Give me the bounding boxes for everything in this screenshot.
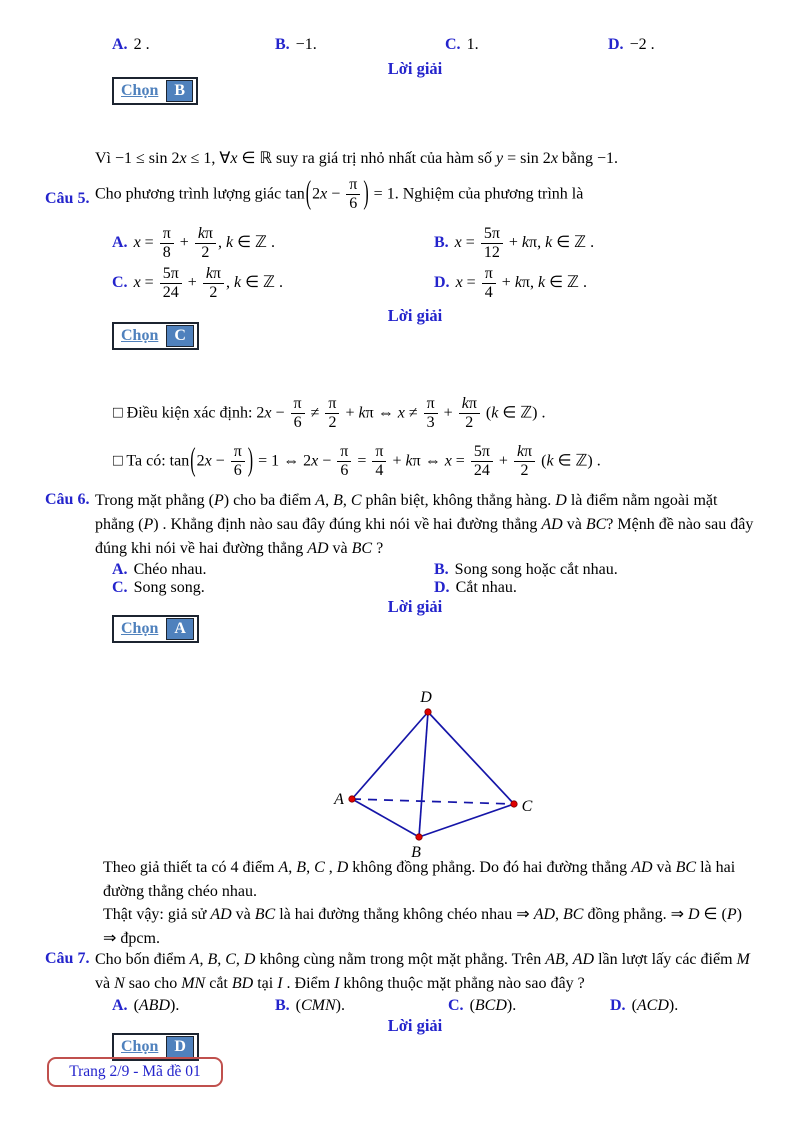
option-a-text: x = $\frac{\pi}{8}$ + $\frac{k\pi}{2}$ , k ∈ ℤ . bbox=[133, 225, 275, 262]
option-d-text: (ACD). bbox=[631, 997, 679, 1014]
question-5-options-row-2 bbox=[0, 266, 794, 306]
option-b bbox=[434, 226, 594, 262]
option-a-letter: A. bbox=[112, 997, 128, 1014]
option-a-letter: A. bbox=[112, 234, 128, 252]
option-c bbox=[445, 36, 479, 54]
chosen-letter: A bbox=[166, 618, 194, 640]
svg-text:D: D bbox=[420, 690, 432, 706]
loi-giai-heading: Lời giải bbox=[387, 597, 443, 616]
option-c bbox=[112, 579, 205, 597]
loi-giai-heading: Lời giải bbox=[387, 306, 443, 325]
question-5-solution-line-2: □ Ta có: tan(2x − $\frac{\pi}{6}$ ) = 1 ⇔ 2x − $\frac{\pi}{6}$ = $\frac{\pi}{4}$ + kπ ⇔ x = $\frac{5\pi}{24}$ + $\frac{k\pi}{2}$ (k ∈ ℤ) . bbox=[113, 443, 601, 480]
solution-paragraph: Thật vậy: giả sử AD và BC là hai đường thẳng không chéo nhau ⇒ AD, BC đồng phẳng. ⇒ D ∈ (P) bbox=[103, 906, 742, 923]
chon-label: Chọn bbox=[121, 327, 159, 344]
chosen-answer-box bbox=[112, 615, 199, 643]
question-6-number: Câu 6. bbox=[45, 491, 90, 508]
option-d-letter: D. bbox=[434, 274, 450, 292]
option-c-letter: C. bbox=[112, 579, 128, 596]
option-c bbox=[448, 997, 516, 1015]
option-d-text: x = $\frac{\pi}{4}$ + kπ, k ∈ ℤ . bbox=[455, 265, 587, 302]
option-d-letter: D. bbox=[608, 36, 624, 53]
question-6-solution bbox=[103, 856, 771, 950]
question-7-text: Cho bốn điểm A, B, C, D không cùng nằm trong một mặt phẳng. Trên AB, AD lần lượt lấy các điểm M và N sao cho MN cắt BD tại I . Điểm I không thuộc mặt phẳng nào sao đây ? bbox=[95, 951, 750, 992]
option-b-letter: B. bbox=[434, 561, 449, 578]
option-a bbox=[112, 226, 275, 262]
option-c-letter: C. bbox=[112, 274, 128, 292]
option-b-letter: B. bbox=[434, 234, 449, 252]
option-a bbox=[112, 36, 150, 54]
option-a bbox=[112, 997, 179, 1015]
chon-label: Chọn bbox=[121, 1038, 159, 1055]
option-c-text: 1. bbox=[466, 36, 479, 53]
option-b-letter: B. bbox=[275, 36, 290, 53]
chosen-letter: C bbox=[166, 325, 194, 347]
svg-text:C: C bbox=[521, 798, 533, 815]
svg-text:B: B bbox=[411, 844, 421, 861]
option-c-text: (BCD). bbox=[469, 997, 517, 1014]
option-d-letter: D. bbox=[434, 579, 450, 596]
option-c-letter: C. bbox=[445, 36, 461, 53]
solution-paragraph: ⇒ đpcm. bbox=[103, 929, 160, 947]
chosen-letter: D bbox=[166, 1036, 194, 1058]
chosen-answer-box bbox=[112, 322, 199, 350]
prev-question-options-row bbox=[0, 36, 794, 58]
question-5-number: Câu 5. bbox=[45, 190, 90, 207]
tetrahedron-figure bbox=[330, 690, 540, 865]
page-footer-text: Trang 2/9 - Mã đề 01 bbox=[69, 1063, 201, 1080]
chosen-letter: B bbox=[166, 80, 193, 102]
option-d bbox=[434, 579, 517, 597]
option-b-text: −1. bbox=[295, 36, 317, 53]
loi-giai-heading: Lời giải bbox=[387, 59, 443, 78]
chon-label: Chọn bbox=[121, 82, 159, 99]
option-d bbox=[608, 36, 655, 54]
option-b-text: x = $\frac{5\pi}{12}$ + kπ, k ∈ ℤ . bbox=[454, 225, 595, 262]
option-b bbox=[275, 36, 317, 54]
option-b bbox=[275, 997, 345, 1015]
question-7-number: Câu 7. bbox=[45, 950, 90, 967]
option-a-text: 2 . bbox=[133, 36, 150, 53]
option-b bbox=[434, 561, 618, 579]
option-a-letter: A. bbox=[112, 561, 128, 578]
question-5-text: Cho phương trình lượng giác tan(2x − $\frac{\pi}{6}$ ) = 1. Nghiệm của phương trình là bbox=[95, 176, 584, 213]
option-d-text: Cắt nhau. bbox=[455, 579, 517, 596]
question-5-solution-line-1: □ Điều kiện xác định: 2x − $\frac{\pi}{6}$ ≠ $\frac{\pi}{2}$ + kπ ⇔ x ≠ $\frac{\pi}{3}$ + $\frac{k\pi}{2}$ (k ∈ ℤ) . bbox=[113, 395, 546, 432]
prev-solution-text: Vì −1 ≤ sin 2x ≤ 1, ∀x ∈ ℝ suy ra giá trị nhỏ nhất của hàm số y = sin 2x bằng −1. bbox=[95, 150, 619, 167]
option-d bbox=[610, 997, 678, 1015]
option-a bbox=[112, 561, 206, 579]
option-c bbox=[112, 266, 283, 302]
option-d-letter: D. bbox=[610, 997, 626, 1014]
option-b-text: (CMN). bbox=[295, 997, 345, 1014]
option-b-text: Song song hoặc cắt nhau. bbox=[454, 561, 618, 578]
loi-giai-heading: Lời giải bbox=[387, 1016, 443, 1035]
option-d bbox=[434, 266, 587, 302]
svg-text:A: A bbox=[334, 791, 344, 808]
option-d-text: −2 . bbox=[629, 36, 655, 53]
option-a-text: Chéo nhau. bbox=[133, 561, 207, 578]
option-c-letter: C. bbox=[448, 997, 464, 1014]
option-c-text: x = $\frac{5\pi}{24}$ + $\frac{k\pi}{2}$ , k ∈ ℤ . bbox=[133, 265, 283, 302]
option-a-letter: A. bbox=[112, 36, 128, 53]
solution-paragraph: Theo giả thiết ta có 4 điểm A, B, C , D không đồng phẳng. Do đó hai đường thẳng AD và BC là hai đường thẳng chéo nhau. bbox=[103, 859, 736, 900]
question-5-options-row-1 bbox=[0, 226, 794, 266]
chon-label: Chọn bbox=[121, 620, 159, 637]
option-c-text: Song song. bbox=[133, 579, 205, 596]
option-a-text: (ABD). bbox=[133, 997, 180, 1014]
page-footer-badge bbox=[47, 1057, 223, 1087]
option-b-letter: B. bbox=[275, 997, 290, 1014]
question-6-text: Trong mặt phẳng (P) cho ba điểm A, B, C phân biệt, không thẳng hàng. D là điểm nằm ngoài mặt phẳng (P) . Khẳng định nào sau đây đúng khi nói về hai đường thẳng AD và BC? Mệnh đề nào sau đây đúng khi nói về hai đường thẳng AD và BC ? bbox=[95, 492, 754, 557]
chosen-answer-box bbox=[112, 77, 198, 105]
